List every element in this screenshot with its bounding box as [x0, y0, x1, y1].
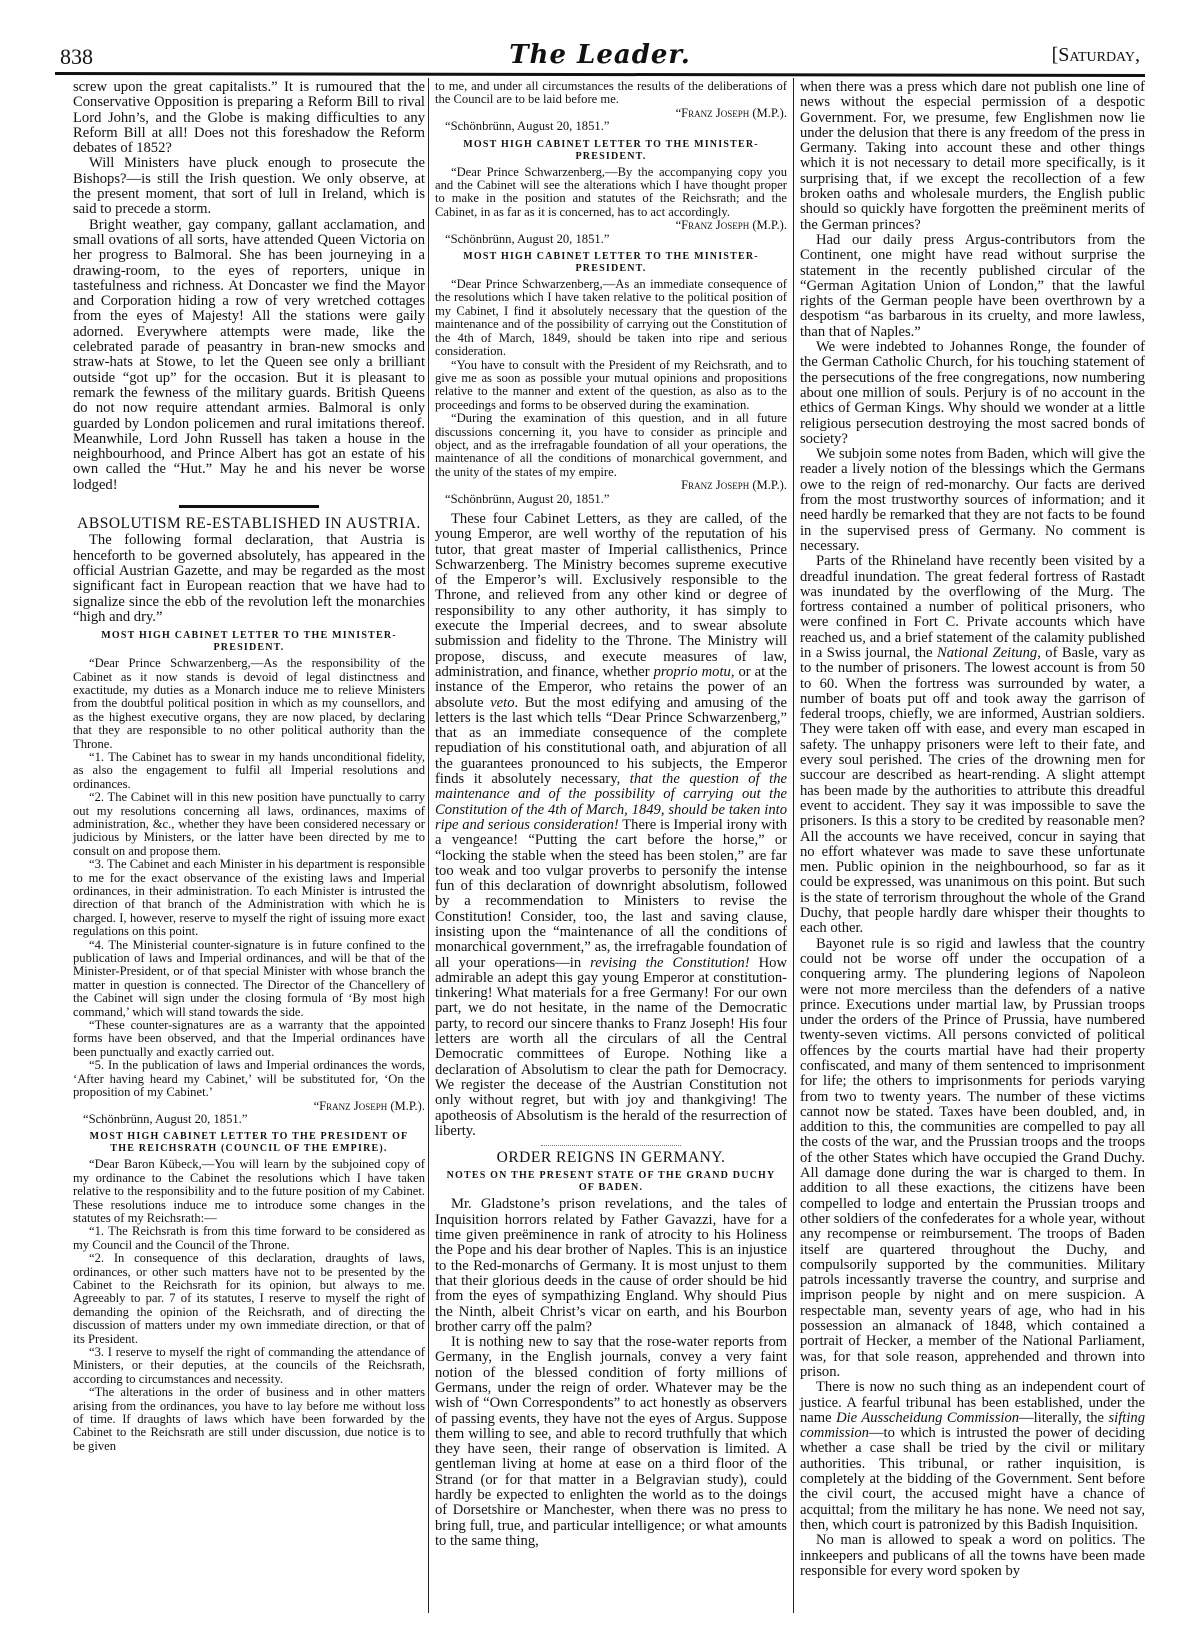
paragraph: “Dear Prince Schwarzenberg,—By the accompanying copy you and the Cabinet will see the alterations which I have thought proper to make in the position and statutes of the Reichsrath; and the Cabinet, in as far as it is concerned, has to act accordingly.	[435, 164, 787, 219]
paragraph: We subjoin some notes from Baden, which will give the reader a lively notion of the blessings which the Germans owe to the reign of red-monarchy. Our facts are derived from the most trustworthy sources of information; and it need hardly be remarked that they are not facts to be found in the supervised press of Germany. No comment is necessary.	[800, 446, 1145, 554]
article-title: ABSOLUTISM RE-ESTABLISHED IN AUSTRIA.	[77, 515, 421, 533]
newspaper-title: The Leader.	[509, 40, 691, 70]
paragraph: Will Ministers have pluck enough to prosecute the Bishops?—is still the Irish question. We only observe, at the present moment, that sort of lull in Ireland, which is said to precede a storm.	[73, 155, 425, 218]
signature: “Franz Joseph (M.P.).	[313, 1098, 425, 1113]
paragraph: “Dear Prince Schwarzenberg,—As an immediate consequence of the resolutions which I have taken relative to the political position of my Cabinet, I find it absolutely necessary that the question of the maintenance and of the possibility of carrying out the Constitution of the 4th of March, 1849, should be taken into ripe and serious consideration.	[435, 277, 787, 359]
section-divider	[541, 1145, 681, 1146]
paragraph: “1. The Cabinet has to swear in my hands unconditional fidelity, as also the engagement to fulfil all Imperial resolutions and ordinances.	[73, 749, 425, 791]
column-divider	[428, 78, 429, 1613]
paragraph: screw upon the great capitalists.” It is rumoured that the Conservative Opposition is preparing a Reform Bill to rival Lord John’s, and the Globe is making difficulties to any Reform Bill at all! Does not this foreshadow the Reform debates of 1852?	[73, 79, 425, 157]
middle-column	[435, 80, 787, 1549]
right-column	[800, 80, 1145, 1579]
paragraph: “2. In consequence of this declaration, draughts of laws, ordinances, or other such matters have not to be presented by the Cabinet to the Reichsrath for its opinion, but always to me. Agreeably to par. 7 of its statutes, I reserve to myself the right of demanding the opinion of the Reichsrath, and of directing the discussion of matters under my own immediate direction, or that of its President.	[73, 1251, 425, 1346]
paragraph: These four Cabinet Letters, as they are called, of the young Emperor, are well worthy of the reputation of his tutor, that great master of Imperial callisthenics, Prince Schwarzenberg. The Ministry becomes supreme executive of the Emperor’s will. Exclusively responsible to the Throne, and relieved from any other kind or degree of responsibility to any other authority, it has simply to execute the Imperial decrees, and to swear absolute submission and fidelity to the Throne. The Ministry will propose, discuss, and execute measures of law, administration, and finance, whether proprio motu, or at the instance of the Emperor, who retains the power of an absolute veto. But the most edifying and amusing of the letters is the last which tells “Dear Prince Schwarzenberg,” that as an immediate consequence of the complete repudiation of his constitutional oath, and abjuration of all the guarantees pronounced to his subjects, the Emperor finds it absolutely necessary, that the question of the maintenance and of the possibility of carrying out the Constitution of the 4th of March, 1849, should be taken into ripe and serious consideration! There is Imperial irony with a vengeance! “Putting the cart before the horse,” or “locking the stable when the steed has been stolen,” are far too weak and too vulgar proverbs to personify the intense fun of this declaration of downright absolutism, followed by a recommendation to Ministers to revise the Constitution! Consider, too, the last and saving clause, insisting upon the “maintenance of all the conditions of monarchical government,” as, the irrefragable foundation of all your operations—in revising the Constitution! How admirable an adept this gay young Emperor at constitution-tinkering! What materials for a free Germany! For our own part, we do not hesitate, in the name of the Democratic party, to record our sincere thanks to Franz Joseph! His four letters are worth all the circulars of all the Central Democratic committees of Europe. Nothing like a declaration of Absolutism to clear the path for Democracy. We register the decease of the Austrian Constitution not only without regret, but with joy and thankgiving! The apotheosis of Absolutism is the herald of the resurrection of liberty.	[435, 510, 787, 1139]
paragraph: There is now no such thing as an independent court of justice. A fearful tribunal has been established, under the name Die Ausscheidung Commission—literally, the sifting commission—to which is intrusted the power of deciding whether a case shall be tried by the civil or military authorities. This tribunal, or rather inquisition, is completely at the bidding of the Government. Sent before the civil court, the accused might have a chance of acquittal; from the military he has none. We need not say, then, which court is patronized by this Badish Inquisition.	[800, 1379, 1145, 1533]
left-column	[73, 80, 425, 1453]
paragraph: “Dear Prince Schwarzenberg,—As the responsibility of the Cabinet as it now stands is devoid of legal distinctness and exactitude, my duties as a Monarch induce me to relieve Ministers from the doubtful political position in which as my counsellors, and as the highest executive organs, they are now placed, by declaring that they are responsible to no other political authority than the Throne.	[73, 656, 425, 751]
dateline: “Schönbrünn, August 20, 1851.”	[445, 119, 610, 134]
header-rule	[55, 72, 1145, 77]
dateline: “Schönbrünn, August 20, 1851.”	[445, 231, 610, 246]
paragraph: “3. The Cabinet and each Minister in his department is responsible to me for the exact observance of the existing laws and Imperial ordinances, in their administration. To each Minister is intrusted the direction of that branch of the Administration with which he is charged. I, however, reserve to myself the right of issuing more exact regulations on this point.	[73, 857, 425, 939]
paragraph: “The alterations in the order of business and in other matters arising from the ordinances, you have to lay before me without loss of time. If draughts of laws which have been forwarded by the Cabinet to the Reichsrath are still under discussion, due notice is to be given	[73, 1385, 425, 1453]
paragraph: The following formal declaration, that Austria is henceforth to be governed absolutely, has appeared in the official Austrian Gazette, and may be regarded as the most significant fact in European reaction that we have had to signalize since the ebb of the revolution left the monarchies “high and dry.”	[73, 532, 425, 625]
dateline: “Schönbrünn, August 20, 1851.”	[83, 1111, 248, 1126]
paragraph: No man is allowed to speak a word on politics. The innkeepers and publicans of all the towns have been made responsible for every word spoken by	[800, 1532, 1145, 1579]
article-subtitle: NOTES ON THE PRESENT STATE OF THE GRAND DUCHY OF BADEN.	[446, 1170, 776, 1194]
letter-heading: MOST HIGH CABINET LETTER TO THE MINISTER-PRESIDENT.	[463, 138, 759, 162]
signature: “Franz Joseph (M.P.).	[675, 105, 787, 120]
letter-heading: MOST HIGH CABINET LETTER TO THE PRESIDENT OF THE REICHSRATH (COUNCIL OF THE EMPIRE).	[89, 1131, 409, 1155]
paragraph: Bright weather, gay company, gallant acclamation, and small ovations of all sorts, have attended Queen Victoria on her progress to Balmoral. She has been journeying in a drawing-room, to the eyes of reporters, unique in tastefulness and richness. At Doncaster we find the Mayor and Corporation hiding a row of very wretched cottages from the eyes of Majesty! All the stations were gaily adorned. Everywhere attempts were made, like the celebrated parade of peasantry in bran-new smocks and straw-hats at Stowe, to let the Queen see only a brilliant outside “got up” for the occasion. But it is pleasant to remark the fewness of the military guards. British Queens do not now require attendant armies. Balmoral is only guarded by London policemen and rural imitations thereof. Meanwhile, Lord John Russell has taken a house in the neighbourhood, and Prince Albert has got an estate of his own called the “Hut.” May he and his never be worse lodged!	[73, 216, 425, 493]
paragraph: when there was a press which dare not publish one line of news without the especial permission of a despotic Government. For, we presume, few Englishmen now lie under the delusion that there is any freedom of the press in Germany. Taking into account these and other things which it is not necessary to detail more specifically, is it surprising that, if we except the recollection of a few broken oaths and wholesale murders, the English public should so quickly have forgotten the preëminent merits of the German princes?	[800, 79, 1145, 233]
page-number: 838	[60, 44, 93, 69]
signature: Franz Joseph (M.P.).	[681, 478, 787, 493]
section-divider	[179, 505, 319, 508]
paragraph: Bayonet rule is so rigid and lawless that the country could not be worse off under the occupation of a conquering army. The plundering legions of Napoleon were not more merciless than the defenders of a native prince. Executions under martial law, by Prussian troops under the orders of the Prince of Prussia, have numbered twenty-seven victims. All persons convicted of political offences by the courts martial have had their property confiscated, and many of them sentenced to imprisonment for life; the others to imprisonments for periods varying from two to twenty years. The number of these victims cannot now be stated. Taxes have been doubled, and, in addition to this, the communities are compelled to pay all the costs of the war, and the Prussian troops and the troops of the other States which have occupied the Grand Duchy. All damage done during the war is charged to them. In addition to all these exactions, the citizens have been compelled to lodge and entertain the Prussian troops and other soldiers of the confederates for a whole year, without any recompense or reimbursement. The troops of Baden itself are quartered throughout the Duchy, and compulsorily supported by the communities. Military patrols incessantly traverse the country, and surprise and imprison people by night and on mere suspicion. A respectable man, seventy years of age, who had in his possession an almanack of 1848, which contained a portrait of Hecker, a member of the National Parliament, was, for that sole reason, apprehended and thrown into prison.	[800, 935, 1145, 1380]
issue-day: [Saturday,	[1051, 44, 1140, 66]
letter-heading: MOST HIGH CABINET LETTER TO THE MINISTER-PRESIDENT.	[101, 630, 397, 654]
column-divider	[793, 78, 794, 1613]
paragraph: It is nothing new to say that the rose-water reports from Germany, in the English journals, convey a very faint notion of the blessed condition of forty millions of Germans, under the reign of order. Whatever may be the wish of “Own Correspondents” to act honestly as observers of passing events, they have not the eyes of Argus. Suppose them willing to see, and able to record truthfully that which they have seen, their range of observation is limited. A gentleman living at home at ease on a third floor of the Strand (or for that matter in a Belgravian study), could hardly be expected to enlighten the world as to the doings of Dorsetshire or Manchester, when there was no press to bring full, true, and particular intelligence; or what amounts to the same thing,	[435, 1334, 787, 1549]
paragraph: Mr. Gladstone’s prison revelations, and the tales of Inquisition horrors related by Father Gavazzi, have for a time given preëminence in rank of atrocity to his Holiness the Pope and his dear brother of Naples. This is an injustice to the Red-monarchs of Germany. It is most unjust to them that their glorious deeds in the cause of order should be hid from the eyes of sympathizing England. Why should Pius the Ninth, albeit Christ’s vicar on earth, and his Bourbon brother carry off the palm?	[435, 1196, 787, 1335]
paragraph: Had our daily press Argus-contributors from the Continent, one might have read without surprise the statement in the recently published circular of the “German Agitation Union of London,” that the lawful rights of the German people have been overthrown by a despotism “as barbarous in its cruelty, and more lawless, than that of Naples.”	[800, 231, 1145, 340]
paragraph: “3. I reserve to myself the right of commanding the attendance of Ministers, or their deputies, at the councils of the Reichsrath, according to circumstances and necessity.	[73, 1345, 425, 1386]
signature: “Franz Joseph (M.P.).	[675, 218, 787, 233]
article-title: ORDER REIGNS IN GERMANY.	[496, 1149, 726, 1167]
paragraph: “5. In the publication of laws and Imperial ordinances the words, ‘After having heard my Cabinet,’ will be substituted for, ‘On the proposition of my Cabinet.’	[73, 1058, 425, 1100]
paragraph: Parts of the Rhineland have recently been visited by a dreadful inundation. The great federal fortress of Rastadt was inundated by the overflowing of the Murg. The fortress contained a number of political prisoners, who were confined in Fort C. Private accounts which have reached us, and a brief statement of the calamity published in a Swiss journal, the National Zeitung, of Basle, vary as to the number of prisoners. The lowest account is from 50 to 60. When the fortress was surrounded by water, a number of boats put off and took away the garrison of federal troops, chiefly, we are informed, Austrian soldiers. They were taken off with ease, and every man escaped in safety. The unhappy prisoners were left to their fate, and every soul perished. The cries of the drowning men for succour are described as heart-rending. A slight attempt has been made by the authorities to attribute this dreadful event to accident. They say it was impossible to save the prisoners. Is this a story to be credited by reasonable men? All the accounts we have received, concur in saying that no effort whatever was made to save these unfortunate men. Public opinion in the neighbourhood, so far as it could be expressed, was unanimous on this point. But such is the state of terrorism throughout the whole of the Grand Duchy, that people hardly dare whisper their thoughts to each other.	[800, 553, 1146, 937]
masthead	[60, 40, 1140, 70]
paragraph: “Dear Baron Kübeck,—You will learn by the subjoined copy of my ordinance to the Cabinet the resolutions which I have taken relative to the responsibility and to the future position of my Cabinet. These resolutions induce me to introduce some changes in the statutes of my Reichsrath:—	[73, 1157, 425, 1225]
paragraph: to me, and under all circumstances the results of the deliberations of the Council are to be laid before me.	[435, 79, 787, 107]
paragraph: “You have to consult with the President of my Reichsrath, and to give me as soon as possible your mutual opinions and propositions relative to the manner and extent of the question, as also as to the proceedings and forms to be observed during the examination.	[435, 357, 787, 412]
paragraph: “During the examination of this question, and in all future discussions concerning it, you have to consider as principle and object, and as the irrefragable foundation of all your operations, the maintenance of all the conditions of monarchical government, and the unity of the states of my empire.	[435, 411, 787, 479]
paragraph: “2. The Cabinet will in this new position have punctually to carry out my resolutions concerning all laws, ordinances, maxims of administration, &c., whether they have been considered necessary or judicious by Ministers, or the latter have been directed by me to consult on and propose them.	[73, 790, 425, 858]
letter-heading: MOST HIGH CABINET LETTER TO THE MINISTER-PRESIDENT.	[463, 251, 759, 275]
paragraph: “These counter-signatures are as a warranty that the appointed forms have been observed, and that the Imperial ordinances have been punctually and exactly carried out.	[73, 1018, 425, 1059]
paragraph: We were indebted to Johannes Ronge, the founder of the German Catholic Church, for his touching statement of the persecutions of the free congregations, now numbering about one million of souls. Perjury is of no account in the ethics of German Kings. Why should we wonder at a little religious persecution destroying the most sacred bonds of society?	[800, 339, 1145, 447]
paragraph: “4. The Ministerial counter-signature is in future confined to the publication of laws and Imperial ordinances, and will be that of the Minister-President, or of that special Minister with whose branch the matter in question is connected. The Director of the Chancellery of the Cabinet will sign under the closing formula of ‘By most high command,’ which will stand towards the side.	[73, 937, 425, 1019]
paragraph: “1. The Reichsrath is from this time forward to be considered as my Council and the Council of the Throne.	[73, 1224, 425, 1252]
dateline: “Schönbrünn, August 20, 1851.”	[445, 491, 610, 506]
